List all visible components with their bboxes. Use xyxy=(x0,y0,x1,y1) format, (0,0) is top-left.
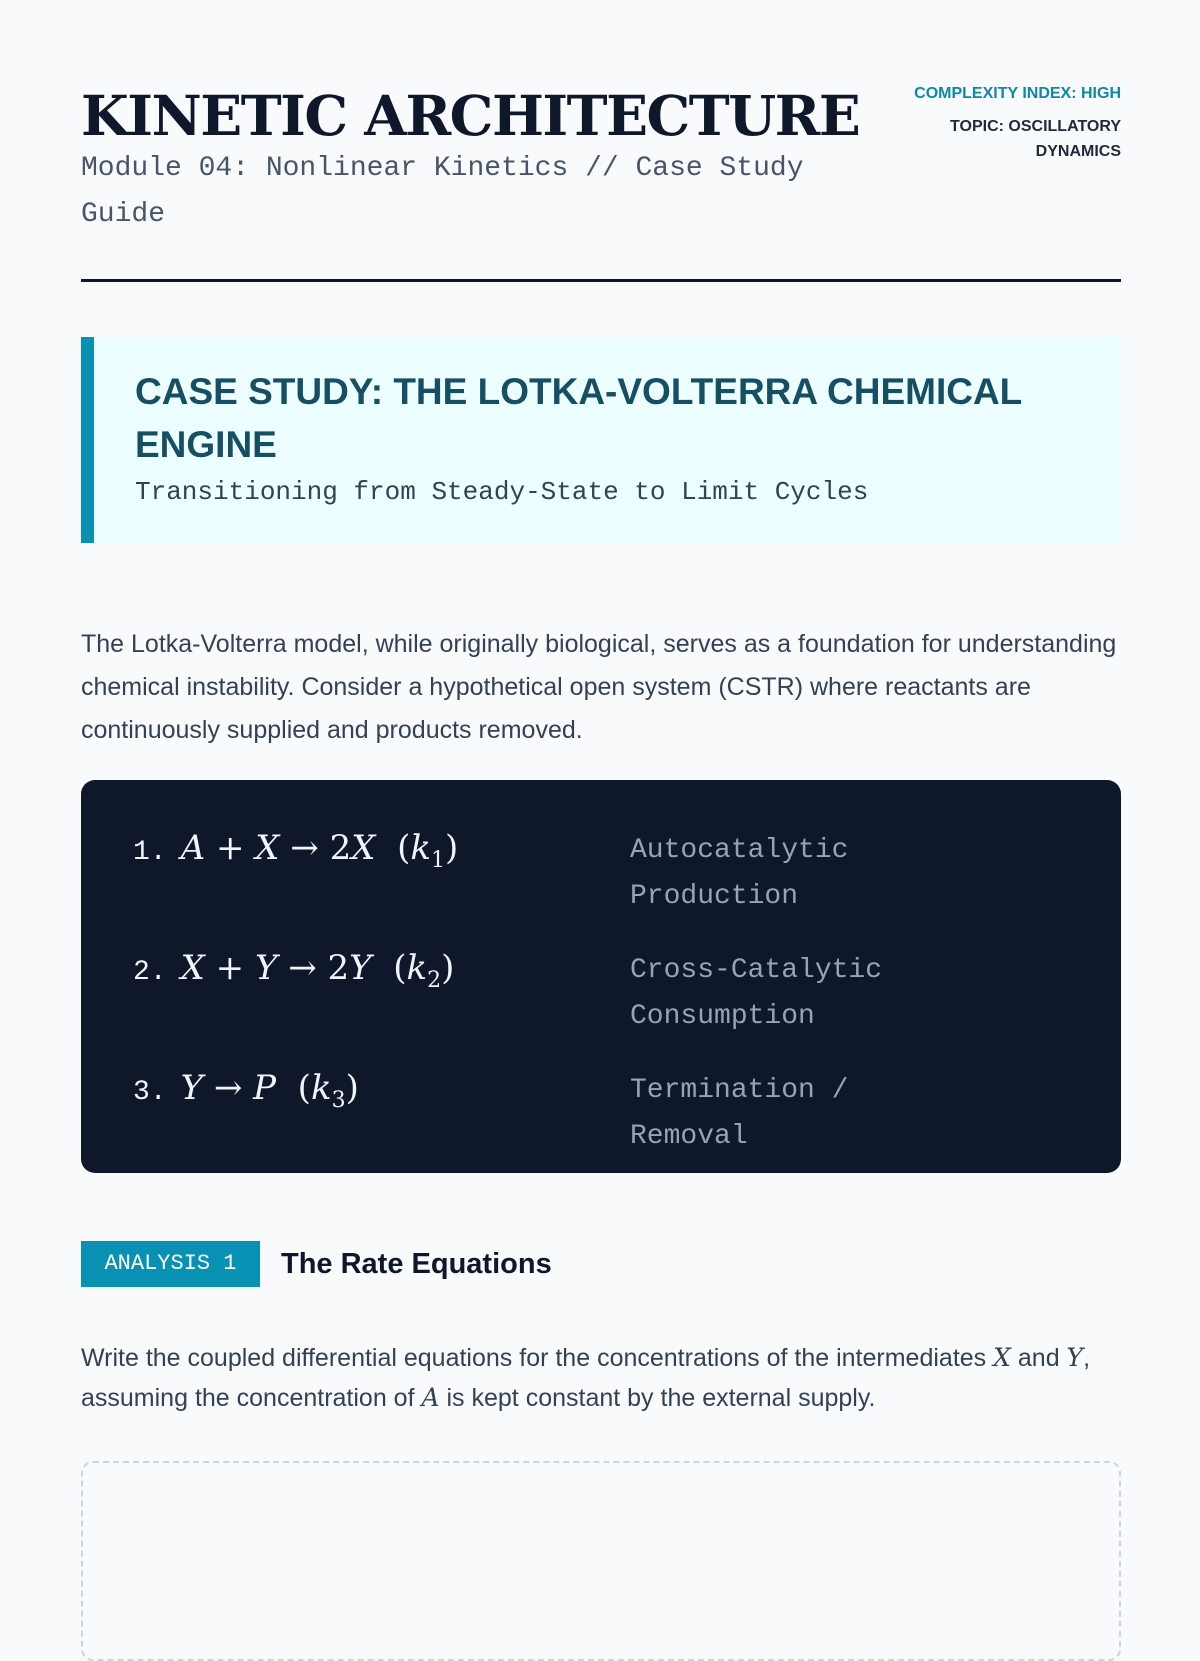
variable-x: X xyxy=(993,1343,1011,1372)
question-text: , assuming the concentration of xyxy=(81,1344,1091,1412)
reaction-mechanism-box xyxy=(81,780,1121,1173)
case-study-title: CASE STUDY: THE LOTKA-VOLTERRA CHEMICAL ENGINE xyxy=(135,371,1022,465)
reaction-description: Cross-Catalytic Consumption xyxy=(630,955,883,1032)
analysis-badge: ANALYSIS 1 xyxy=(81,1241,260,1287)
question-text: Write the coupled differential equations for the concentrations of the intermediates xyxy=(81,1344,994,1372)
reaction-equation: 2. X + Y → 2Y $(k_2)$ xyxy=(133,948,455,993)
variable-y: Y xyxy=(1066,1343,1084,1372)
complexity-index: COMPLEXITY INDEX: HIGH xyxy=(914,85,1121,102)
question-text: and xyxy=(1010,1344,1067,1372)
reaction-number: 3. xyxy=(133,1077,167,1108)
reaction-description: Autocatalytic Production xyxy=(630,835,849,912)
analysis-title: The Rate Equations xyxy=(281,1248,552,1280)
header xyxy=(81,84,1121,284)
reaction-equation: 3. Y → P $(k_3)$ xyxy=(133,1068,359,1113)
variable-a: A xyxy=(421,1383,440,1412)
answer-area[interactable] xyxy=(81,1461,1121,1661)
reaction-number: 2. xyxy=(133,957,167,988)
topic-label: TOPIC: OSCILLATORY DYNAMICS xyxy=(950,118,1121,160)
meta-info xyxy=(914,84,1121,164)
reaction-equation: 1. A + X → 2X $(k_1)$ xyxy=(133,828,459,873)
header-divider xyxy=(81,279,1121,282)
intro-paragraph: The Lotka-Volterra model, while originally biological, serves as a foundation for understanding chemical instability. Consider a hypothetical open system (CSTR) where reactants are continuously supplied and products removed. xyxy=(81,630,1117,744)
question-text: is kept constant by the external supply. xyxy=(439,1384,876,1412)
module-subtitle: Module 04: Nonlinear Kinetics // Case Study Guide xyxy=(81,153,804,230)
reaction-description: Termination / Removal xyxy=(630,1075,849,1152)
case-study-subtitle: Transitioning from Steady-State to Limit Cycles xyxy=(135,477,869,507)
reaction-number: 1. xyxy=(133,837,167,868)
analysis-question xyxy=(81,1338,1121,1418)
page-title: KINETIC ARCHITECTURE xyxy=(81,83,860,148)
case-study-callout xyxy=(81,337,1121,543)
